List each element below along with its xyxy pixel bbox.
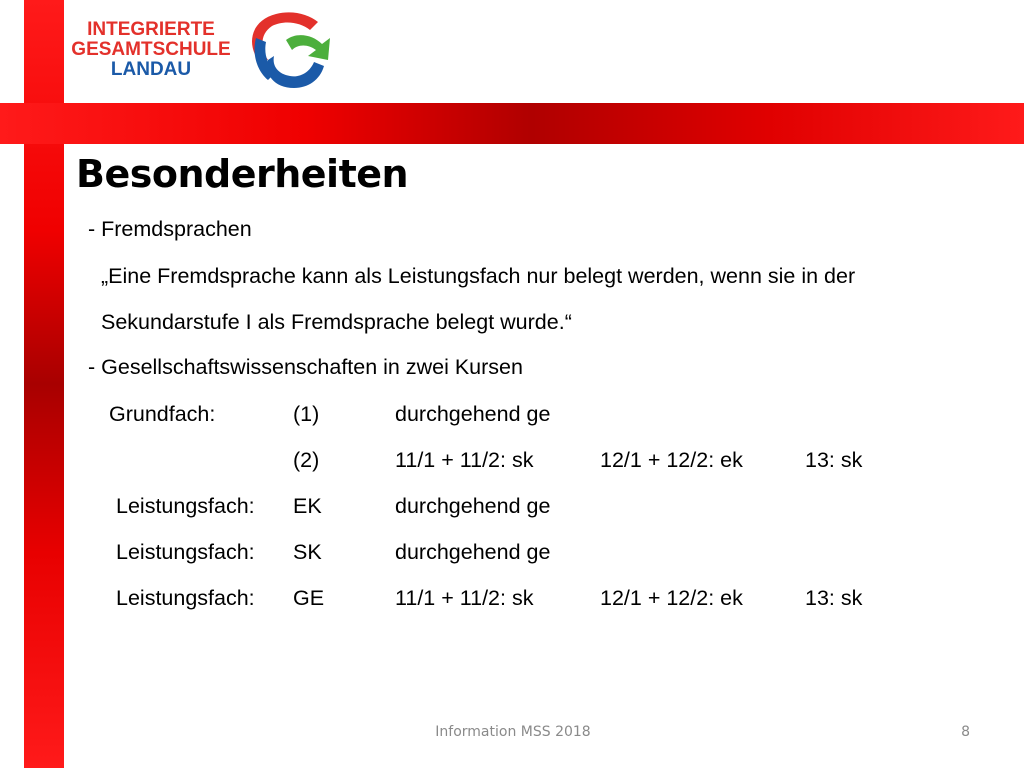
red-horizontal-bar xyxy=(0,103,1024,144)
logo-line-3: LANDAU xyxy=(110,59,192,80)
schedule-col1: durchgehend ge xyxy=(395,540,551,564)
slide-title: Besonderheiten xyxy=(76,152,409,196)
schedule-label: Leistungsfach: xyxy=(116,494,255,518)
schedule-label: Grundfach: xyxy=(109,402,216,426)
bullet-gesellschaftswissenschaften: - Gesellschaftswissenschaften in zwei Kursen xyxy=(88,355,523,379)
logo-line-2: GESAMTSCHULE xyxy=(71,39,231,60)
schedule-code: (1) xyxy=(293,402,320,426)
schedule-label: Leistungsfach: xyxy=(116,586,255,610)
school-logo-text xyxy=(66,20,236,80)
schedule-code: GE xyxy=(293,586,325,610)
schedule-col2: 12/1 + 12/2: ek xyxy=(600,448,743,472)
schedule-col1: durchgehend ge xyxy=(395,402,551,426)
schedule-code: SK xyxy=(293,540,322,564)
schedule-col1: 11/1 + 11/2: sk xyxy=(395,448,534,472)
schedule-col3: 13: sk xyxy=(805,448,863,472)
school-logo-icon xyxy=(238,8,334,94)
schedule-col2: 12/1 + 12/2: ek xyxy=(600,586,743,610)
quote-line-1: „Eine Fremdsprache kann als Leistungsfach nur belegt werden, wenn sie in der xyxy=(101,264,856,288)
bullet-fremdsprachen: - Fremdsprachen xyxy=(88,217,252,241)
schedule-code: EK xyxy=(293,494,322,518)
logo-line-1: INTEGRIERTE xyxy=(87,19,215,40)
schedule-label: Leistungsfach: xyxy=(116,540,255,564)
footer-text: Information MSS 2018 xyxy=(435,724,591,740)
quote-line-2: Sekundarstufe I als Fremdsprache belegt wurde.“ xyxy=(101,310,572,334)
schedule-col3: 13: sk xyxy=(805,586,863,610)
schedule-col1: 11/1 + 11/2: sk xyxy=(395,586,534,610)
page-number: 8 xyxy=(961,724,970,740)
schedule-col1: durchgehend ge xyxy=(395,494,551,518)
schedule-code: (2) xyxy=(293,448,320,472)
